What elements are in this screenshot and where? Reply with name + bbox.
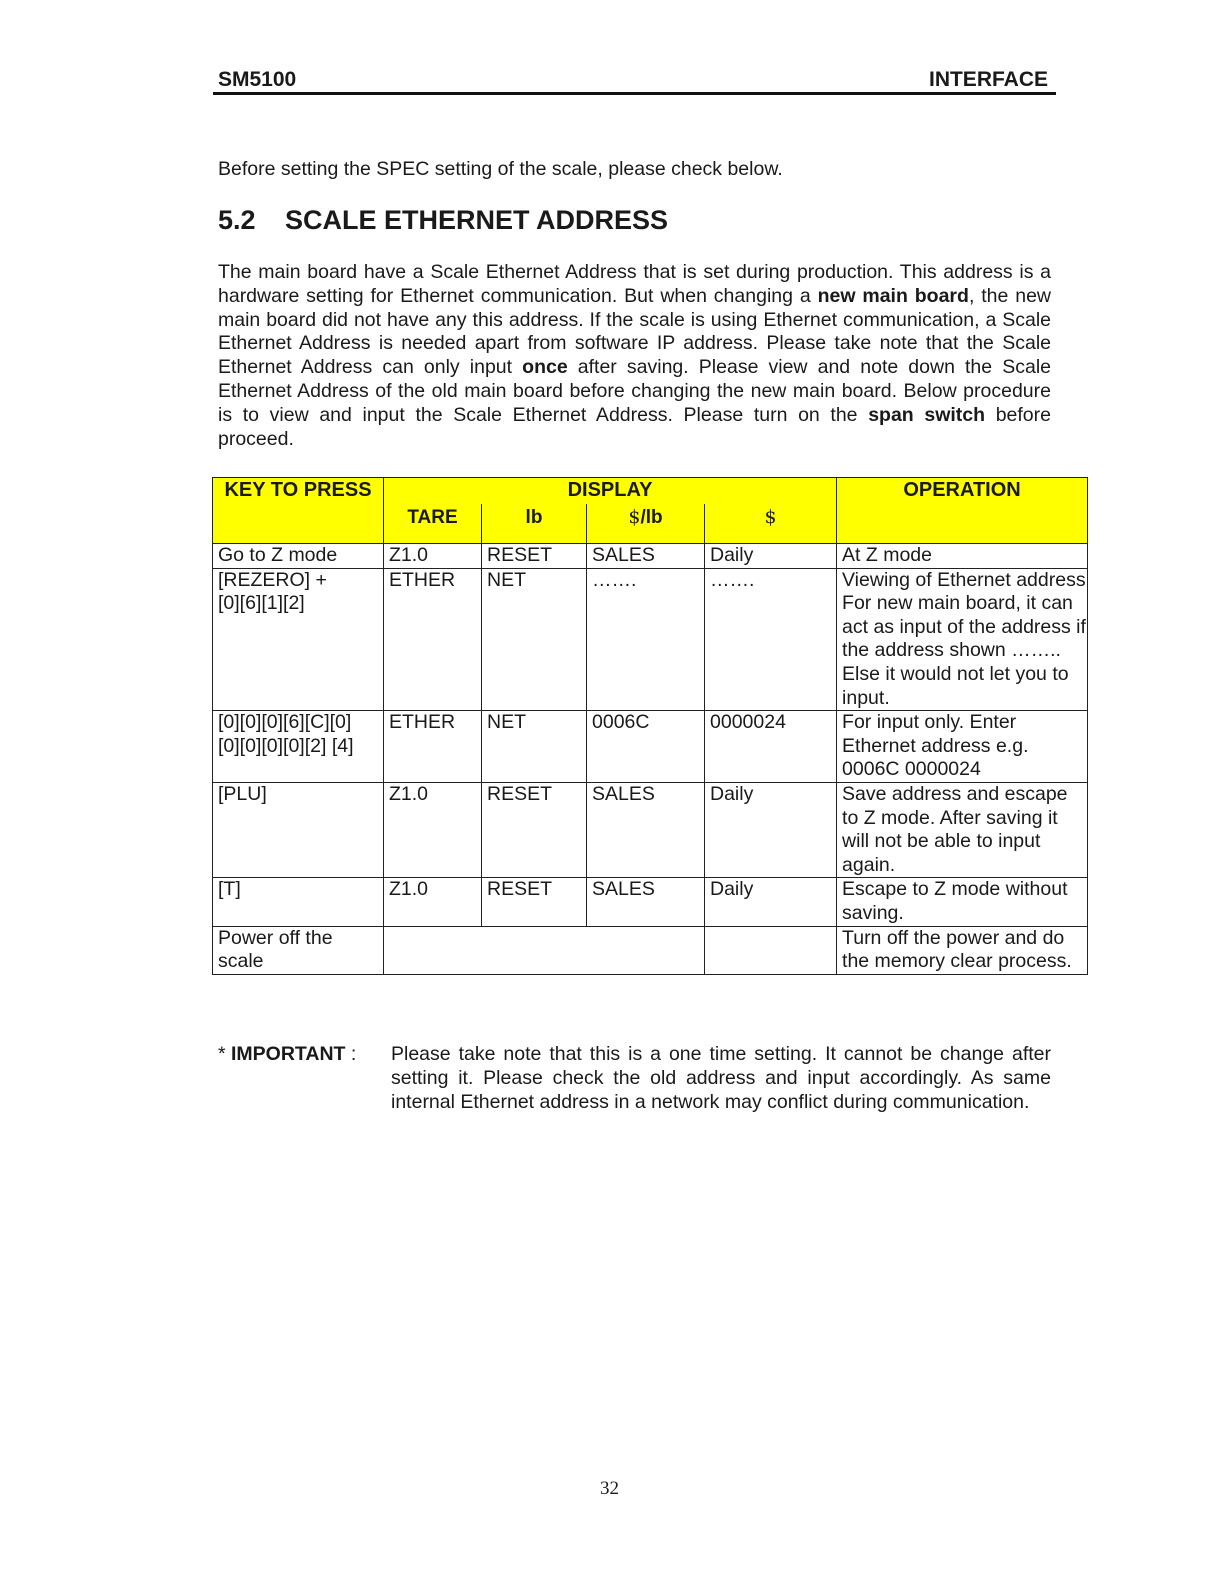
important-label (218, 1043, 356, 1067)
cell-operation: Escape to Z mode without saving. (837, 878, 1088, 926)
paragraph-emphasis: new main board (817, 284, 969, 307)
cell-lb: RESET (482, 782, 587, 877)
cell-dollar: Daily (705, 544, 837, 569)
cell-lb: NET (482, 711, 587, 783)
page-header (213, 66, 1056, 95)
cell-key: [T] (213, 878, 384, 926)
cell-dollar: ……. (705, 568, 837, 711)
table-row (213, 568, 1088, 711)
per-lb-unit: /lb (640, 507, 663, 528)
cell-dollar-per-lb: 0006C (587, 711, 705, 783)
paragraph-text: The main board have a Scale Ethernet Address that is set during production. This address is a hardware setting for Ethernet communication. But when changing a (218, 261, 1051, 307)
cell-operation: At Z mode (837, 544, 1088, 569)
subheader-lb: lb (482, 504, 587, 544)
important-text: Please take note that this is a one time setting. It cannot be change after setting it. Please check the old address and input accordingly. As same internal Ethernet address in a network may conflict during communication. (391, 1043, 1051, 1113)
cell-tare: ETHER (384, 568, 482, 711)
table-subheader-row (213, 504, 1088, 544)
cell-operation: Viewing of Ethernet address For new main board, it can act as input of the address if the address shown …….. Else it would not let you to input. (837, 568, 1088, 711)
cell-empty (705, 926, 837, 974)
cell-key: [REZERO] + [0][6][1][2] (213, 568, 384, 711)
cell-key: [PLU] (213, 782, 384, 877)
table-row (213, 926, 1088, 974)
cell-dollar: Daily (705, 878, 837, 926)
cell-dollar-per-lb: SALES (587, 544, 705, 569)
header-chapter: INTERFACE (928, 68, 1048, 91)
paragraph-text: before proceed. (218, 403, 1051, 450)
cell-lb: RESET (482, 544, 587, 569)
cell-dollar: 0000024 (705, 711, 837, 783)
cell-key: Go to Z mode (213, 544, 384, 569)
header-operation: OPERATION (837, 478, 1088, 505)
procedure-table (212, 477, 1088, 975)
subheader-tare: TARE (384, 504, 482, 544)
cell-dollar-per-lb: SALES (587, 782, 705, 877)
header-display: DISPLAY (384, 478, 837, 505)
note-colon: : (345, 1043, 357, 1065)
description-paragraph (218, 261, 1051, 451)
table-row (213, 782, 1088, 877)
table-row (213, 711, 1088, 783)
cell-empty (384, 926, 705, 974)
section-heading (218, 205, 668, 236)
paragraph-text: , the new main board did not have any this address. If the scale is using Ethernet communication, a Scale Ethernet Address is needed apart from software IP address. Please take note that the Scale Ethernet Address can only input (218, 284, 1051, 379)
dollar-symbol: $ (764, 506, 777, 528)
section-title: SCALE ETHERNET ADDRESS (285, 205, 669, 235)
cell-key: Power off the scale (213, 926, 384, 974)
cell-tare: Z1.0 (384, 878, 482, 926)
header-key-to-press: KEY TO PRESS (213, 478, 384, 505)
cell-dollar-per-lb: ……. (587, 568, 705, 711)
cell-dollar: Daily (705, 782, 837, 877)
cell-dollar-per-lb: SALES (587, 878, 705, 926)
subheader-dollar (705, 504, 837, 544)
note-label: IMPORTANT (231, 1043, 346, 1065)
cell-operation: For input only. Enter Ethernet address e.g. 0006C 0000024 (837, 711, 1088, 783)
cell-lb: NET (482, 568, 587, 711)
cell-lb: RESET (482, 878, 587, 926)
paragraph-emphasis: once (522, 356, 568, 379)
table-header-row (213, 478, 1088, 505)
subheader-dollar-per-lb (587, 504, 705, 544)
cell-operation: Save address and escape to Z mode. After saving it will not be able to input again. (837, 782, 1088, 877)
table-row (213, 544, 1088, 569)
note-star: * (218, 1043, 232, 1065)
dollar-symbol: $ (628, 506, 641, 528)
subheader-empty (213, 504, 384, 544)
subheader-empty (837, 504, 1088, 544)
page-number: 32 (600, 1478, 619, 1499)
cell-operation: Turn off the power and do the memory clear process. (837, 926, 1088, 974)
cell-tare: ETHER (384, 711, 482, 783)
cell-tare: Z1.0 (384, 544, 482, 569)
header-model: SM5100 (218, 68, 297, 91)
paragraph-emphasis: span switch (868, 403, 986, 426)
table-row (213, 878, 1088, 926)
cell-tare: Z1.0 (384, 782, 482, 877)
section-number: 5.2 (218, 205, 256, 235)
paragraph-text: after saving. Please view and note down the Scale Ethernet Address of the old main board before changing the new main board. Below procedure is to view and input the Scale Ethernet Address. Please turn on the (218, 356, 1052, 426)
intro-text: Before setting the SPEC setting of the scale, please check below. (218, 158, 783, 180)
cell-key: [0][0][0][6][C][0] [0][0][0][0][2] [4] (213, 711, 384, 783)
